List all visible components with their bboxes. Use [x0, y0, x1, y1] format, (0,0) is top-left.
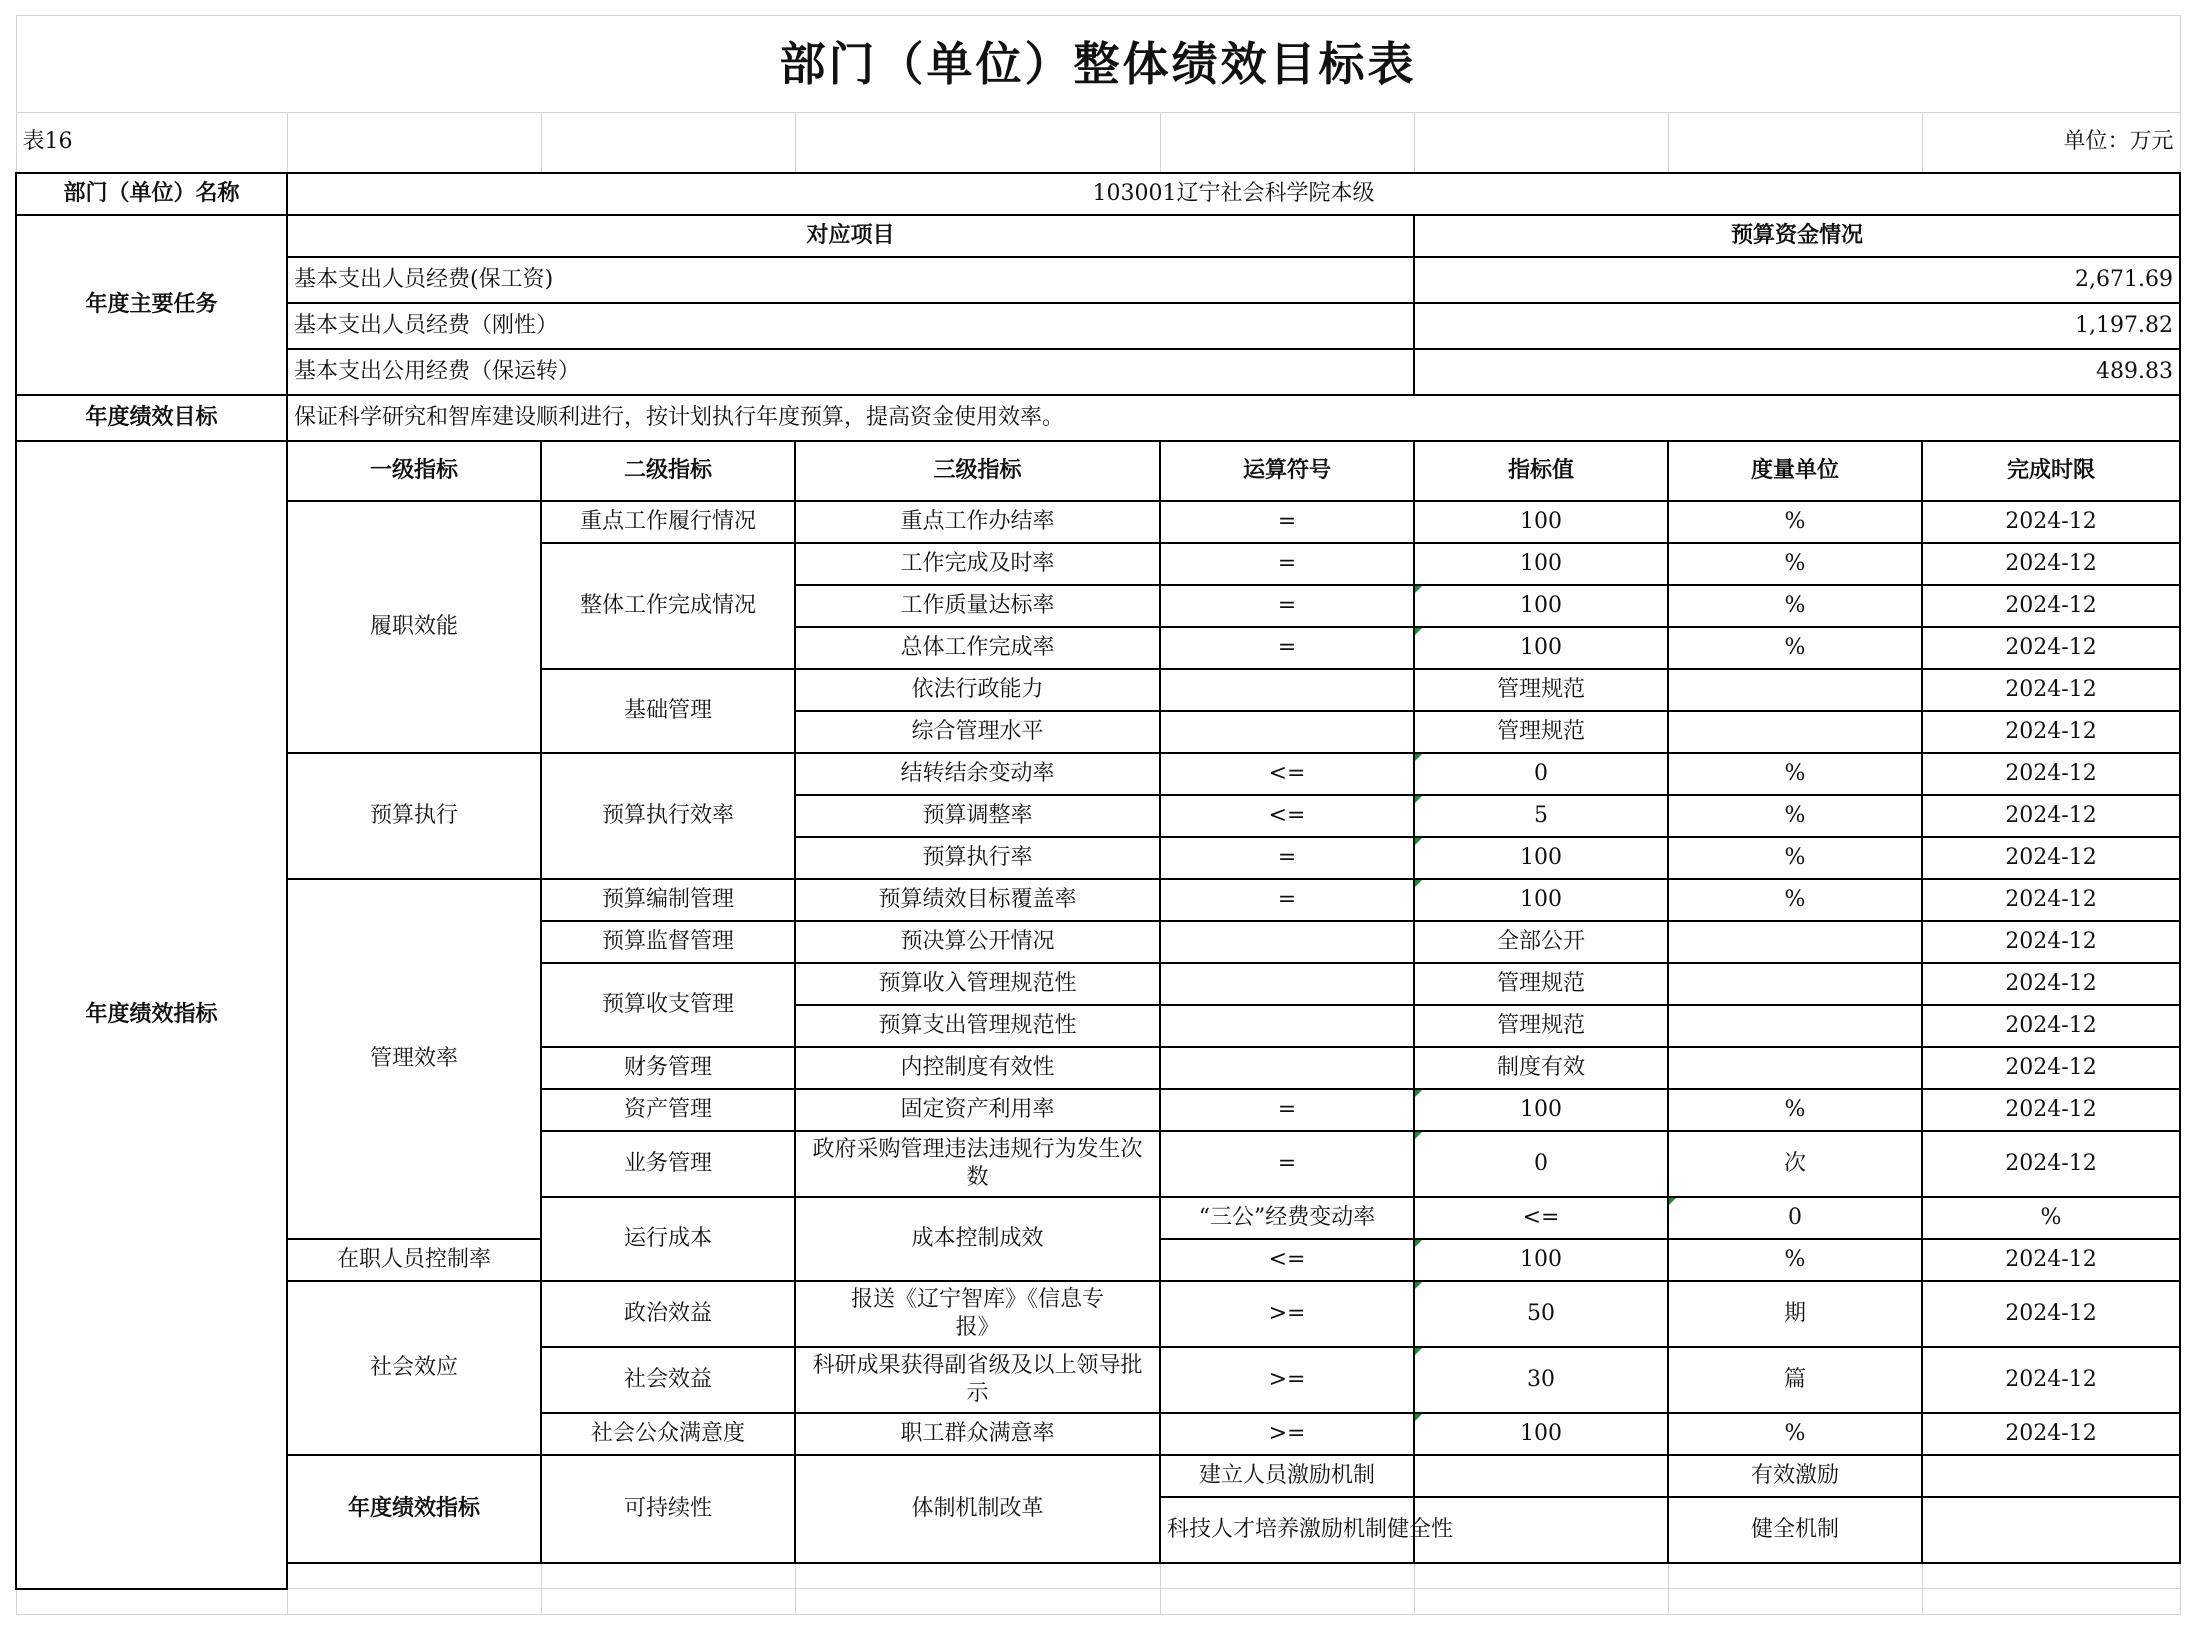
- level2-cell: 体制机制改革: [795, 1455, 1160, 1563]
- unit-cell: [1668, 921, 1922, 963]
- operator-cell: <=: [1160, 753, 1414, 795]
- unit-cell: [1668, 1005, 1922, 1047]
- unit-cell: 篇: [1668, 1347, 1922, 1413]
- indicators-label-2: 年度绩效指标: [287, 1455, 541, 1563]
- value-cell: 100: [1414, 585, 1668, 627]
- col-budget-header: 预算资金情况: [1414, 215, 2180, 257]
- unit-cell: [1668, 963, 1922, 1005]
- value-cell: 制度有效: [1414, 1047, 1668, 1089]
- value-cell: 100: [1414, 543, 1668, 585]
- operator-cell: [1160, 963, 1414, 1005]
- header-unit: 度量单位: [1668, 441, 1922, 501]
- unit-cell: [1922, 1497, 2180, 1563]
- level3-cell: 依法行政能力: [795, 669, 1160, 711]
- unit-cell: [1922, 1455, 2180, 1497]
- dept-name-value: 103001辽宁社会科学院本级: [287, 173, 2180, 215]
- level2-cell: 重点工作履行情况: [541, 501, 795, 543]
- level2-cell: 资产管理: [541, 1089, 795, 1131]
- level1-cell: 履职效能: [287, 501, 541, 753]
- value-cell: 管理规范: [1414, 963, 1668, 1005]
- deadline-cell: 2024-12: [1922, 1347, 2180, 1413]
- level3-cell: 预算收入管理规范性: [795, 963, 1160, 1005]
- header-operator: 运算符号: [1160, 441, 1414, 501]
- dept-name-label: 部门（单位）名称: [16, 173, 287, 215]
- level3-cell: 预算调整率: [795, 795, 1160, 837]
- operator-cell: =: [1160, 501, 1414, 543]
- value-cell: 50: [1414, 1281, 1668, 1347]
- deadline-cell: 2024-12: [1922, 543, 2180, 585]
- task-project: 基本支出公用经费（保运转）: [287, 349, 1414, 395]
- level3-cell: 报送《辽宁智库》《信息专报》: [795, 1281, 1160, 1347]
- annual-goal-label: 年度绩效目标: [16, 395, 287, 441]
- deadline-cell: 2024-12: [1922, 711, 2180, 753]
- header-level3: 三级指标: [795, 441, 1160, 501]
- deadline-cell: 2024-12: [1922, 1281, 2180, 1347]
- deadline-cell: 2024-12: [1922, 963, 2180, 1005]
- level3-cell: 科研成果获得副省级及以上领导批示: [795, 1347, 1160, 1413]
- deadline-cell: 2024-12: [1922, 669, 2180, 711]
- level3-cell: 工作质量达标率: [795, 585, 1160, 627]
- level2-cell: 整体工作完成情况: [541, 543, 795, 669]
- value-cell: 管理规范: [1414, 669, 1668, 711]
- operator-cell: <=: [1160, 1239, 1414, 1281]
- level2-cell: 预算收支管理: [541, 963, 795, 1047]
- level2-cell: 社会效益: [541, 1347, 795, 1413]
- unit-cell: %: [1668, 1089, 1922, 1131]
- annual-tasks-label: 年度主要任务: [16, 215, 287, 395]
- level3-cell: 综合管理水平: [795, 711, 1160, 753]
- level2-cell: 预算监督管理: [541, 921, 795, 963]
- operator-cell: >=: [1160, 1281, 1414, 1347]
- level3-cell: 预算执行率: [795, 837, 1160, 879]
- deadline-cell: 2024-12: [1922, 837, 2180, 879]
- unit-cell: %: [1668, 879, 1922, 921]
- level1-cell: 可持续性: [541, 1455, 795, 1563]
- level3-cell: 在职人员控制率: [287, 1239, 541, 1281]
- level2-cell: 预算编制管理: [541, 879, 795, 921]
- level3-cell: 工作完成及时率: [795, 543, 1160, 585]
- operator-cell: =: [1160, 1089, 1414, 1131]
- operator-cell: [1160, 669, 1414, 711]
- level3-cell: 科技人才培养激励机制健全性: [1160, 1497, 1414, 1563]
- level3-cell: 预算支出管理规范性: [795, 1005, 1160, 1047]
- value-cell: 100: [1414, 1413, 1668, 1455]
- level3-cell: “三公”经费变动率: [1160, 1197, 1414, 1239]
- operator-cell: >=: [1160, 1347, 1414, 1413]
- value-cell: 100: [1414, 501, 1668, 543]
- header-deadline: 完成时限: [1922, 441, 2180, 501]
- deadline-cell: 2024-12: [1922, 627, 2180, 669]
- deadline-cell: 2024-12: [1922, 1413, 2180, 1455]
- value-cell: 100: [1414, 837, 1668, 879]
- unit-cell: %: [1668, 501, 1922, 543]
- col-project-header: 对应项目: [287, 215, 1414, 257]
- operator-cell: [1160, 921, 1414, 963]
- value-cell: 有效激励: [1668, 1455, 1922, 1497]
- operator-cell: >=: [1160, 1413, 1414, 1455]
- level2-cell: 业务管理: [541, 1131, 795, 1197]
- unit-cell: %: [1922, 1197, 2180, 1239]
- header-level1: 一级指标: [287, 441, 541, 501]
- unit-cell: 次: [1668, 1131, 1922, 1197]
- operator-cell: <=: [1160, 795, 1414, 837]
- task-project: 基本支出人员经费(保工资): [287, 257, 1414, 303]
- value-cell: 5: [1414, 795, 1668, 837]
- header-value: 指标值: [1414, 441, 1668, 501]
- operator-cell: =: [1160, 1131, 1414, 1197]
- deadline-cell: 2024-12: [1922, 585, 2180, 627]
- level3-cell: 总体工作完成率: [795, 627, 1160, 669]
- operator-cell: =: [1160, 543, 1414, 585]
- value-cell: 管理规范: [1414, 711, 1668, 753]
- header-level2: 二级指标: [541, 441, 795, 501]
- value-cell: 100: [1414, 1089, 1668, 1131]
- level3-cell: 预算绩效目标覆盖率: [795, 879, 1160, 921]
- deadline-cell: 2024-12: [1922, 753, 2180, 795]
- operator-cell: =: [1160, 585, 1414, 627]
- unit-cell: %: [1668, 627, 1922, 669]
- level2-cell: 社会公众满意度: [541, 1413, 795, 1455]
- level3-cell: 内控制度有效性: [795, 1047, 1160, 1089]
- task-amount: 2,671.69: [1414, 257, 2180, 303]
- level2-cell: 政治效益: [541, 1281, 795, 1347]
- deadline-cell: 2024-12: [1922, 1089, 2180, 1131]
- operator-cell: [1160, 711, 1414, 753]
- deadline-cell: 2024-12: [1922, 1239, 2180, 1281]
- level1-cell: 管理效率: [287, 879, 541, 1239]
- value-cell: 30: [1414, 1347, 1668, 1413]
- task-amount: 489.83: [1414, 349, 2180, 395]
- unit-label: 单位：万元: [1922, 113, 2180, 173]
- value-cell: 100: [1414, 627, 1668, 669]
- deadline-cell: 2024-12: [1922, 501, 2180, 543]
- level3-cell: 建立人员激励机制: [1160, 1455, 1414, 1497]
- unit-cell: %: [1668, 1239, 1922, 1281]
- level2-cell: 财务管理: [541, 1047, 795, 1089]
- value-cell: 管理规范: [1414, 1005, 1668, 1047]
- level3-cell: 结转结余变动率: [795, 753, 1160, 795]
- level1-cell: 运行成本: [541, 1197, 795, 1281]
- unit-cell: [1668, 669, 1922, 711]
- unit-cell: %: [1668, 585, 1922, 627]
- operator-cell: [1414, 1455, 1668, 1497]
- value-cell: 健全机制: [1668, 1497, 1922, 1563]
- operator-cell: =: [1160, 879, 1414, 921]
- deadline-cell: 2024-12: [1922, 879, 2180, 921]
- task-amount: 1,197.82: [1414, 303, 2180, 349]
- unit-cell: [1668, 1047, 1922, 1089]
- value-cell: 0: [1668, 1197, 1922, 1239]
- unit-cell: %: [1668, 543, 1922, 585]
- operator-cell: =: [1160, 627, 1414, 669]
- indicators-label: 年度绩效指标: [16, 441, 287, 1589]
- deadline-cell: 2024-12: [1922, 1047, 2180, 1089]
- unit-cell: [1668, 711, 1922, 753]
- unit-cell: %: [1668, 795, 1922, 837]
- level3-cell: 重点工作办结率: [795, 501, 1160, 543]
- operator-cell: [1160, 1047, 1414, 1089]
- operator-cell: =: [1160, 837, 1414, 879]
- unit-cell: %: [1668, 753, 1922, 795]
- operator-cell: [1160, 1005, 1414, 1047]
- value-cell: 0: [1414, 753, 1668, 795]
- value-cell: 100: [1414, 1239, 1668, 1281]
- task-project: 基本支出人员经费（刚性）: [287, 303, 1414, 349]
- level3-cell: 预决算公开情况: [795, 921, 1160, 963]
- level3-cell: 职工群众满意率: [795, 1413, 1160, 1455]
- level2-cell: 基础管理: [541, 669, 795, 753]
- level1-cell: 社会效应: [287, 1281, 541, 1455]
- unit-cell: 期: [1668, 1281, 1922, 1347]
- performance-target-table: [15, 15, 2181, 1615]
- annual-goal-text: 保证科学研究和智库建设顺利进行，按计划执行年度预算，提高资金使用效率。: [287, 395, 2180, 441]
- level3-cell: 政府采购管理违法违规行为发生次数: [795, 1131, 1160, 1197]
- unit-cell: %: [1668, 1413, 1922, 1455]
- table-number: 表16: [16, 113, 287, 173]
- page-title: 部门（单位）整体绩效目标表: [16, 16, 2180, 113]
- deadline-cell: 2024-12: [1922, 921, 2180, 963]
- value-cell: 100: [1414, 879, 1668, 921]
- deadline-cell: 2024-12: [1922, 1131, 2180, 1197]
- deadline-cell: 2024-12: [1922, 795, 2180, 837]
- level2-cell: 成本控制成效: [795, 1197, 1160, 1281]
- operator-cell: <=: [1414, 1197, 1668, 1239]
- value-cell: 全部公开: [1414, 921, 1668, 963]
- level2-cell: 预算执行效率: [541, 753, 795, 879]
- deadline-cell: 2024-12: [1922, 1005, 2180, 1047]
- level1-cell: 预算执行: [287, 753, 541, 879]
- unit-cell: %: [1668, 837, 1922, 879]
- level3-cell: 固定资产利用率: [795, 1089, 1160, 1131]
- value-cell: 0: [1414, 1131, 1668, 1197]
